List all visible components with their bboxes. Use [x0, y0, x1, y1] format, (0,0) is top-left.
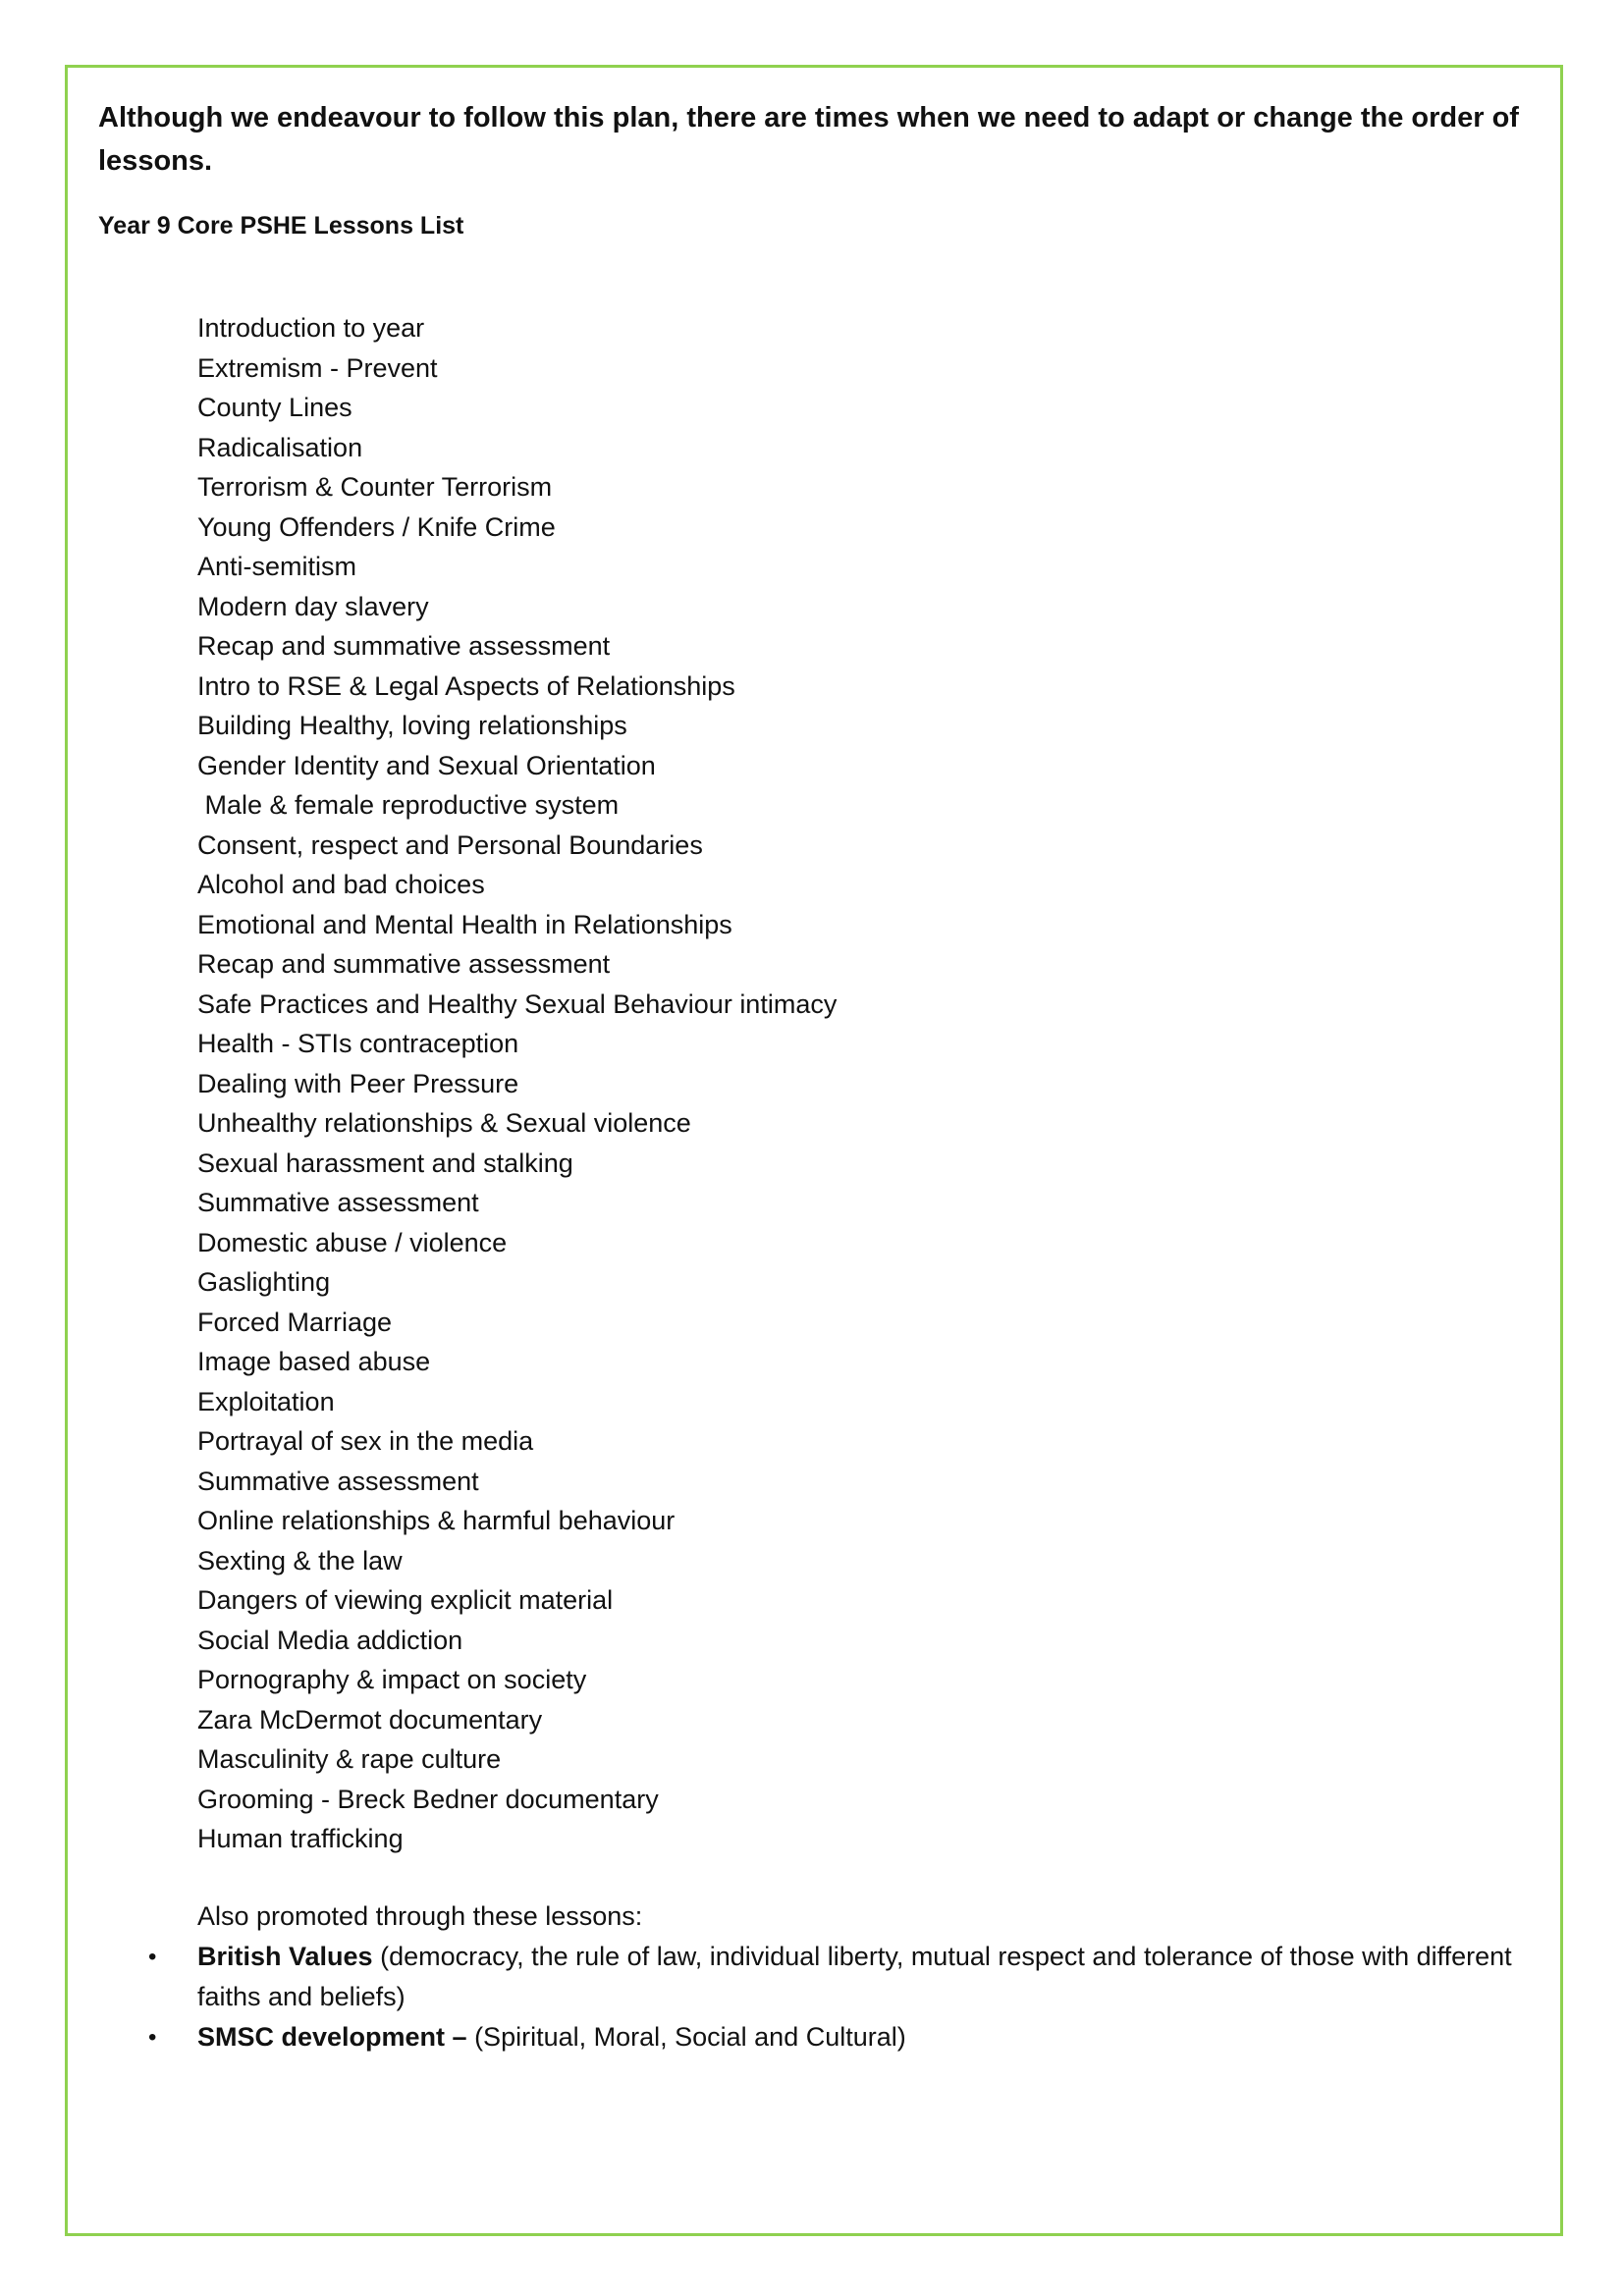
lesson-item: Sexual harassment and stalking — [197, 1148, 573, 1178]
lesson-item: Grooming - Breck Bedner documentary — [197, 1784, 659, 1814]
lesson-item: Summative assessment — [197, 1466, 479, 1496]
promoted-values-list — [148, 1937, 1513, 2057]
lesson-item: Gaslighting — [197, 1267, 331, 1297]
adaptation-notice: Although we endeavour to follow this plan, there are times when we need to adapt or change the order of lessons. — [98, 102, 1519, 177]
bullet-icon: • — [148, 2024, 157, 2051]
lesson-item: Domestic abuse / violence — [197, 1227, 508, 1257]
bullet-icon: • — [148, 1944, 157, 1970]
lesson-item: Recap and summative assessment — [197, 631, 611, 661]
lesson-item: Sexting & the law — [197, 1545, 403, 1575]
promoted-intro: Also promoted through these lessons: — [197, 1901, 643, 1931]
lesson-item: Safe Practices and Healthy Sexual Behaviour intimacy — [197, 988, 838, 1019]
promoted-item-text: (Spiritual, Moral, Social and Cultural) — [466, 2022, 906, 2052]
lesson-item: Forced Marriage — [197, 1307, 393, 1337]
lesson-item: Terrorism & Counter Terrorism — [197, 472, 553, 502]
lesson-item: Anti-semitism — [197, 552, 357, 581]
lesson-item: Unhealthy relationships & Sexual violence — [197, 1108, 691, 1138]
lesson-item: Summative assessment — [197, 1188, 479, 1217]
lesson-item: Pornography & impact on society — [197, 1665, 587, 1694]
lesson-item: Introduction to year — [197, 313, 425, 343]
lesson-item: Recap and summative assessment — [197, 949, 611, 979]
promoted-item-text: (democracy, the rule of law, individual liberty, mutual respect and tolerance of those with different faiths and beliefs) — [197, 1942, 1512, 2011]
lesson-item: Consent, respect and Personal Boundaries — [197, 829, 703, 860]
lesson-item: Exploitation — [197, 1386, 335, 1416]
lesson-item: Dealing with Peer Pressure — [197, 1068, 519, 1098]
promoted-item-heading: SMSC development – — [197, 2022, 467, 2052]
lesson-item: Image based abuse — [197, 1347, 431, 1376]
lesson-item: Human trafficking — [197, 1824, 404, 1853]
promoted-item-heading: British Values — [197, 1942, 373, 1971]
lesson-item: Alcohol and bad choices — [197, 870, 485, 899]
promoted-item-british-values — [148, 1937, 1513, 2017]
lesson-item: Masculinity & rape culture — [197, 1744, 502, 1774]
promoted-item-smsc — [148, 2017, 1513, 2057]
lessons-list-title: Year 9 Core PSHE Lessons List — [98, 212, 464, 240]
lesson-item: Male & female reproductive system — [197, 790, 620, 820]
lesson-item: Emotional and Mental Health in Relationships — [197, 909, 732, 939]
lesson-item: Gender Identity and Sexual Orientation — [197, 750, 656, 780]
lesson-item: Social Media addiction — [197, 1625, 463, 1655]
lessons-list — [197, 308, 837, 1859]
lesson-item: County Lines — [197, 393, 352, 422]
lesson-item: Zara McDermot documentary — [197, 1704, 543, 1735]
lesson-item: Intro to RSE & Legal Aspects of Relationships — [197, 670, 735, 701]
lesson-item: Dangers of viewing explicit material — [197, 1585, 614, 1615]
lesson-item: Building Healthy, loving relationships — [197, 711, 627, 740]
lesson-item: Modern day slavery — [197, 591, 429, 621]
lesson-item: Portrayal of sex in the media — [197, 1426, 534, 1456]
lesson-item: Extremism - Prevent — [197, 352, 438, 383]
lesson-item: Online relationships & harmful behaviour — [197, 1506, 676, 1535]
lesson-item: Young Offenders / Knife Crime — [197, 511, 556, 542]
lesson-item: Health - STIs contraception — [197, 1029, 519, 1058]
lesson-item: Radicalisation — [197, 432, 363, 462]
